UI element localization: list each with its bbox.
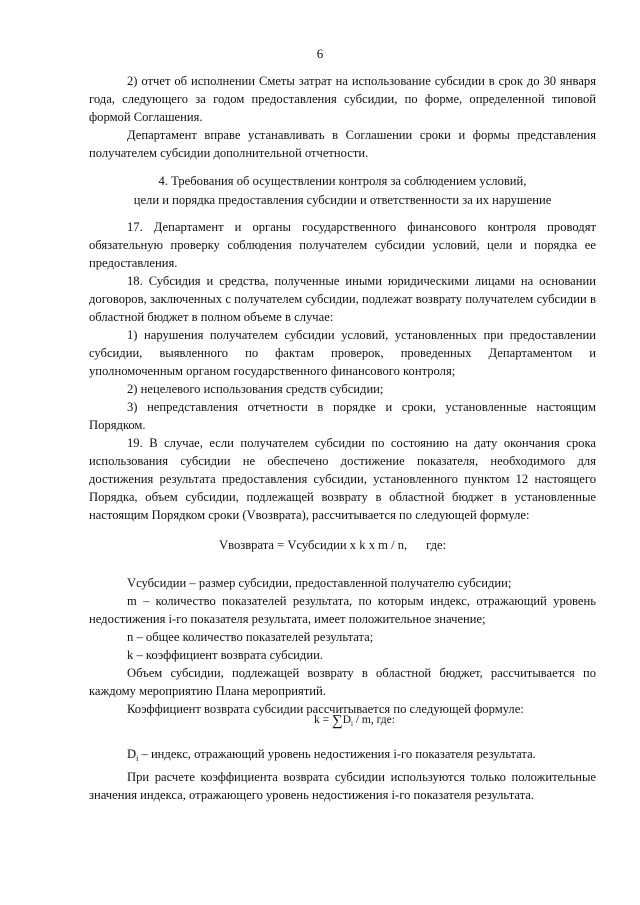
page-number: 6 [316, 46, 324, 61]
section-heading-line2: цели и порядка предоставления субсидии и ответственности за их нарушение [133, 193, 552, 207]
paragraph-positive-values: При расчете коэффициента возврата субсидии используются только положительные значения индекса, отражающего уровень недостижения i-го показателя результата. [89, 770, 596, 802]
definition-k: k – коэффициент возврата субсидии. [127, 648, 323, 662]
main-block [89, 218, 596, 524]
formula2-lhs: k = [314, 714, 332, 726]
paragraph-report: 2) отчет об исполнении Сметы затрат на использование субсидии в срок до 30 января года, следующего за годом предоставления субсидии, по форме, определенной типовой формой Соглашения. [89, 74, 596, 124]
definition-m: m – количество показателей результата, по которым индекс, отражающий уровень недостижения i-го показателя результата, имеет положительное значение; [89, 594, 596, 626]
paragraph-18-2: 2) нецелевого использования средств субсидии; [127, 382, 384, 396]
di-symbol: D [127, 747, 137, 761]
paragraph-18: 18. Субсидия и средства, полученные иными юридическими лицами на основании договоров, заключенных с получателем субсидии, подлежат возврату получателем субсидии в областной бюджет в полном объеме в случае: [89, 274, 596, 324]
formula2-rest: / m, где: [352, 714, 395, 726]
formula2-d: D [342, 714, 352, 726]
definition-di [89, 745, 596, 768]
formula-coefficient [314, 713, 395, 730]
formula2-sub: i [351, 720, 353, 728]
paragraph-18-1: 1) нарушения получателем субсидии условий, установленных при предоставлении субсидии, выявленного по фактам проверок, проведенных Департаментом и уполномоченным органом государственного финансового контроля; [89, 328, 596, 378]
paragraph-18-3: 3) непредставления отчетности в порядке и сроки, установленные настоящим Порядком. [89, 400, 596, 432]
sum-symbol: ∑ [332, 713, 343, 729]
paragraph-department-rights: Департамент вправе устанавливать в Соглашении сроки и формы представления получателем субсидии дополнительной отчетности. [89, 128, 596, 160]
tail-block [89, 745, 596, 804]
di-text: – индекс, отражающий уровень недостижения i-го показателя результата. [138, 747, 536, 761]
formula-return-volume: Vвозврата = Vсубсидии x k x m / n, где: [219, 538, 447, 552]
paragraph-19: 19. В случае, если получателем субсидии по состоянию на дату окончания срока использования субсидии не обеспечено достижение показателя, необходимого для достижения результата предоставления субсидии, установленного пунктом 12 настоящего Порядка, объем субсидии, подлежащей возврату в областной бюджет в установленные настоящим Порядком сроки (Vвозврата), рассчитывается по следующей формуле: [89, 436, 596, 522]
definition-n: n – общее количество показателей результата; [127, 630, 374, 644]
di-sub: i [136, 754, 139, 763]
paragraph-volume-per-event: Объем субсидии, подлежащей возврату в областной бюджет, рассчитывается по каждому мероприятию Плана мероприятий. [89, 666, 596, 698]
paragraph-coefficient-formula: Коэффициент возврата субсидии рассчитывается по следующей формуле: [127, 702, 524, 716]
definition-vsubsidy: Vсубсидии – размер субсидии, предоставленной получателю субсидии; [127, 576, 512, 590]
definitions-block [89, 574, 596, 718]
section-heading-line1: 4. Требования об осуществлении контроля за соблюдением условий, [158, 174, 527, 188]
paragraph-17: 17. Департамент и органы государственного финансового контроля проводят обязательную проверку соблюдения получателем субсидии условий, цели и порядка ее предоставления. [89, 220, 596, 270]
section-heading [89, 172, 596, 210]
top-block [89, 72, 596, 162]
